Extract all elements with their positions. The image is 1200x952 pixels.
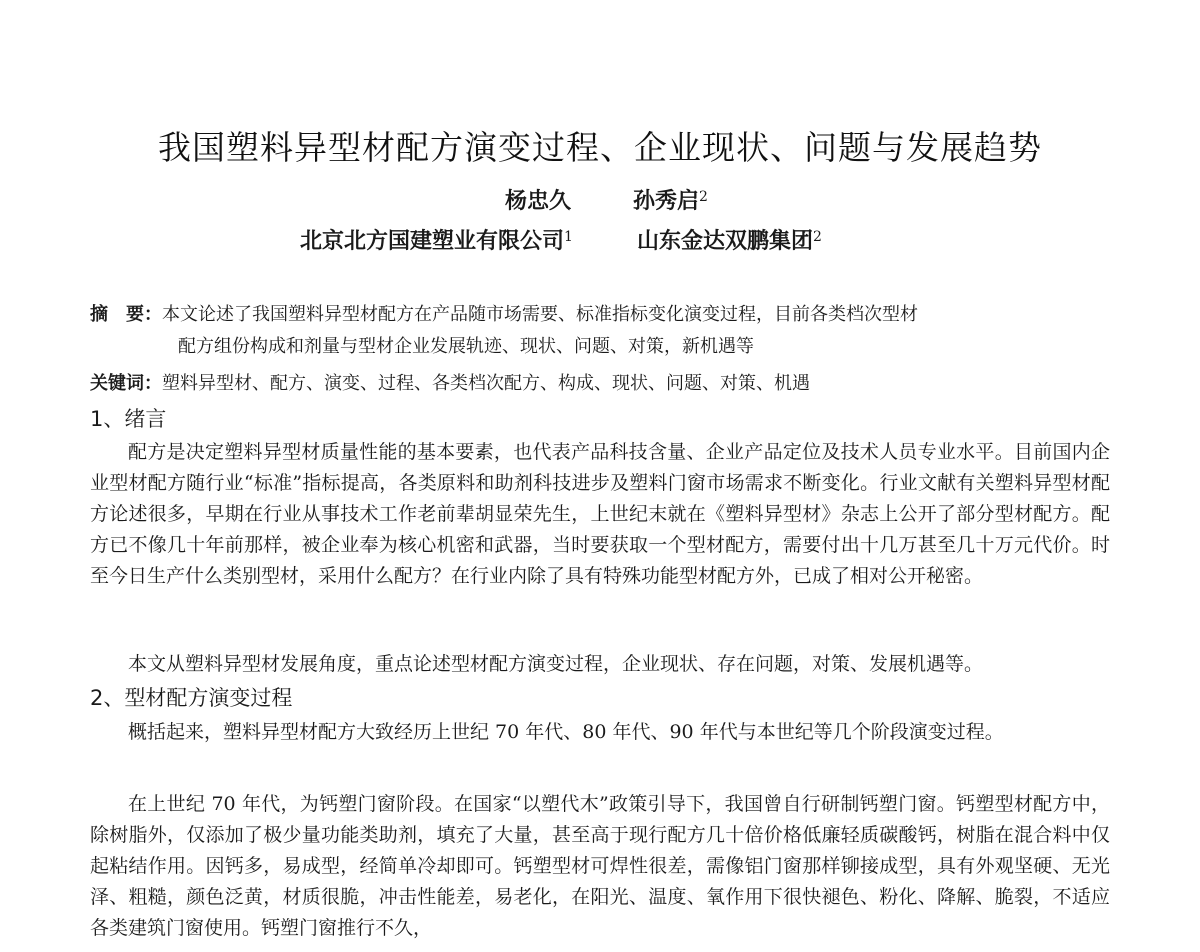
abstract-label: 摘 要： <box>90 304 162 325</box>
abstract-line-1 <box>90 300 1110 330</box>
affiliation-2-superscript: 2 <box>812 229 822 245</box>
author-1: 杨忠久 <box>505 188 572 214</box>
affiliation-2: 山东金达双鹏集团 <box>636 228 813 254</box>
author-2-superscript: 2 <box>699 189 708 205</box>
paper-title: 我国塑料异型材配方演变过程、企业现状、问题与发展趋势 <box>158 128 1042 167</box>
section-1-paragraph-2: 本文从塑料异型材发展角度，重点论述型材配方演变过程，企业现状、存在问题，对策、发展机遇等。 <box>128 653 984 675</box>
author-line <box>505 186 708 216</box>
affiliation-1: 北京北方国建塑业有限公司 <box>300 228 565 254</box>
keywords-label: 关键词： <box>90 373 162 394</box>
section-2-paragraph-2: 在上世纪 70 年代，为钙塑门窗阶段。在国家“以塑代木”政策引导下，我国曾自行研制钙塑门窗。钙塑型材配方中，除树脂外，仅添加了极少量功能类助剂，填充了大量，甚至高于现行配方几十倍价格低廉轻质碳酸钙，树脂在混合料中仅起粘结作用。因钙多，易成型，经简单冷却即可。钙塑型材可焊性很差，需像铝门窗那样铆接成型，具有外观坚硬、无光泽、粗糙，颜色泛黄，材质很脆，冲击性能差，易老化，在阳光、温度、氧作用下很快褪色、粉化、降解、脆裂，不适应各类建筑门窗使用。钙塑门窗推行不久， <box>90 793 1110 939</box>
section-1-heading: 1、绪言 <box>90 407 167 431</box>
section-2-heading: 2、型材配方演变过程 <box>90 686 293 710</box>
keywords-line <box>90 369 1110 399</box>
abstract-line-2: 配方组份构成和剂量与型材企业发展轨迹、现状、问题、对策，新机遇等 <box>178 336 754 357</box>
abstract-text-1: 本文论述了我国塑料异型材配方在产品随市场需要、标准指标变化演变过程，目前各类档次型材 <box>162 304 918 325</box>
author-2: 孙秀启 <box>633 188 700 214</box>
affiliation-1-superscript: 1 <box>564 229 573 245</box>
section-1-paragraph-1: 配方是决定塑料异型材质量性能的基本要素，也代表产品科技含量、企业产品定位及技术人员专业水平。目前国内企业型材配方随行业“标准”指标提高，各类原料和助剂科技进步及塑料门窗市场需求不断变化。行业文献有关塑料异型材配方论述很多，早期在行业从事技术工作老前辈胡显荣先生，上世纪末就在《塑料异型材》杂志上公开了部分型材配方。配方已不像几十年前那样，被企业奉为核心机密和武器，当时要获取一个型材配方，需要付出十几万甚至几十万元代价。时至今日生产什么类别型材，采用什么配方？在行业内除了具有特殊功能型材配方外，已成了相对公开秘密。 <box>90 441 1110 587</box>
section-2-paragraph-1: 概括起来，塑料异型材配方大致经历上世纪 70 年代、80 年代、90 年代与本世纪等几个阶段演变过程。 <box>128 721 1004 743</box>
affiliation-line <box>300 226 822 256</box>
keywords-text: 塑料异型材、配方、演变、过程、各类档次配方、构成、现状、问题、对策、机遇 <box>162 373 810 394</box>
